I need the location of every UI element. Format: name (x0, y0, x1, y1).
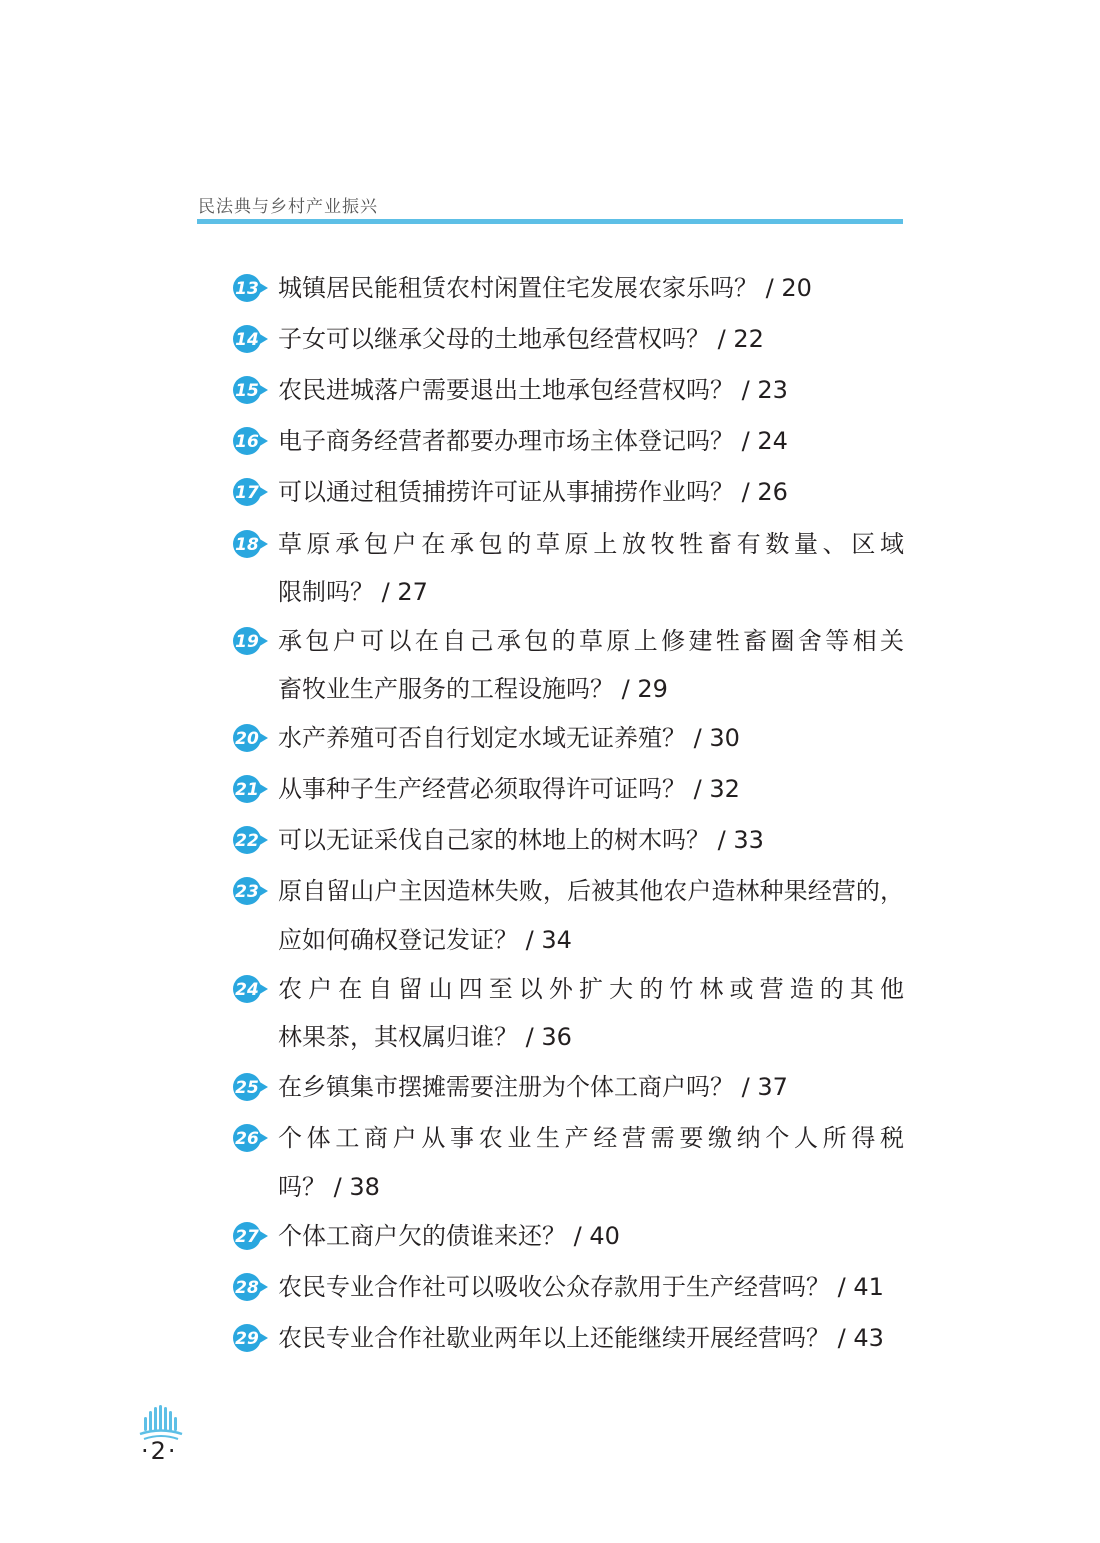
number-badge-label: 20 (235, 729, 259, 749)
number-badge-icon (232, 825, 268, 855)
toc-entry-text: 可以无证采伐自己家的林地上的树木吗？ / 33 (278, 826, 764, 854)
toc-entry-text: 城镇居民能租赁农村闲置住宅发展农家乐吗？ / 20 (278, 274, 812, 302)
number-badge-label: 28 (235, 1278, 259, 1298)
number-badge-icon (232, 1123, 268, 1153)
number-badge-label: 19 (235, 632, 259, 652)
number-badge-label: 22 (235, 831, 259, 851)
number-badge-icon (232, 477, 268, 507)
number-badge-label: 27 (235, 1227, 259, 1247)
toc-entry-text: 农民进城落户需要退出土地承包经营权吗？ / 23 (278, 376, 788, 404)
number-badge-label: 18 (235, 535, 259, 555)
number-badge-icon (232, 1272, 268, 1302)
running-title: 民法典与乡村产业振兴 (198, 197, 378, 217)
number-badge-label: 13 (235, 279, 259, 299)
number-badge-label: 23 (235, 882, 259, 902)
toc-entry-text-continued: 畜牧业生产服务的工程设施吗？ / 29 (278, 675, 668, 703)
toc-entry-text-continued: 吗？ / 38 (278, 1173, 380, 1201)
number-badge-label: 14 (235, 330, 259, 350)
toc-entry-text: 从事种子生产经营必须取得许可证吗？ / 32 (278, 775, 740, 803)
toc-entry-text: 个体工商户欠的债谁来还？ / 40 (278, 1222, 620, 1250)
number-badge-icon (232, 375, 268, 405)
toc-entry-text: 在乡镇集市摆摊需要注册为个体工商户吗？ / 37 (278, 1073, 788, 1101)
number-badge-label: 16 (235, 432, 259, 452)
toc-entry-text-continued: 应如何确权登记发证？ / 34 (278, 926, 572, 954)
toc-entry-text: 可以通过租赁捕捞许可证从事捕捞作业吗？ / 26 (278, 478, 788, 506)
toc-entry-text: 水产养殖可否自行划定水域无证养殖？ / 30 (278, 724, 740, 752)
number-badge-label: 21 (235, 780, 259, 800)
toc-entry-text: 农户在自留山四至以外扩大的竹林或营造的其他 (278, 975, 904, 1003)
number-badge-label: 15 (235, 381, 259, 401)
number-badge-icon (232, 723, 268, 753)
number-badge-icon (232, 626, 268, 656)
number-badge-icon (232, 1072, 268, 1102)
number-badge-label: 26 (235, 1129, 259, 1149)
number-badge-icon (232, 974, 268, 1004)
toc-entry-text-continued: 林果茶，其权属归谁？ / 36 (278, 1023, 572, 1051)
number-badge-icon (232, 774, 268, 804)
toc-entry-text-continued: 限制吗？ / 27 (278, 578, 428, 606)
number-badge-icon (232, 876, 268, 906)
number-badge-icon (232, 324, 268, 354)
number-badge-icon (232, 1221, 268, 1251)
number-badge-icon (232, 1323, 268, 1353)
number-badge-label: 24 (235, 980, 259, 1000)
toc-entry-text: 农民专业合作社可以吸收公众存款用于生产经营吗？ / 41 (278, 1273, 884, 1301)
page-number: ·2· (141, 1437, 178, 1465)
toc-entry-text: 个体工商户从事农业生产经营需要缴纳个人所得税 (278, 1124, 904, 1152)
number-badge-icon (232, 426, 268, 456)
number-badge-icon (232, 529, 268, 559)
number-badge-label: 17 (235, 483, 259, 503)
number-badge-icon (232, 273, 268, 303)
toc-entry-text: 草原承包户在承包的草原上放牧牲畜有数量、区域 (278, 530, 904, 558)
toc-entry-text: 农民专业合作社歇业两年以上还能继续开展经营吗？ / 43 (278, 1324, 884, 1352)
toc-entry-text: 子女可以继承父母的土地承包经营权吗？ / 22 (278, 325, 764, 353)
toc-entry-text: 承包户可以在自己承包的草原上修建牲畜圈舍等相关 (278, 627, 904, 655)
toc-entry-text: 原自留山户主因造林失败，后被其他农户造林种果经营的， (278, 877, 904, 905)
number-badge-label: 29 (235, 1329, 259, 1349)
toc-entry-text: 电子商务经营者都要办理市场主体登记吗？ / 24 (278, 427, 788, 455)
number-badge-label: 25 (235, 1078, 259, 1098)
